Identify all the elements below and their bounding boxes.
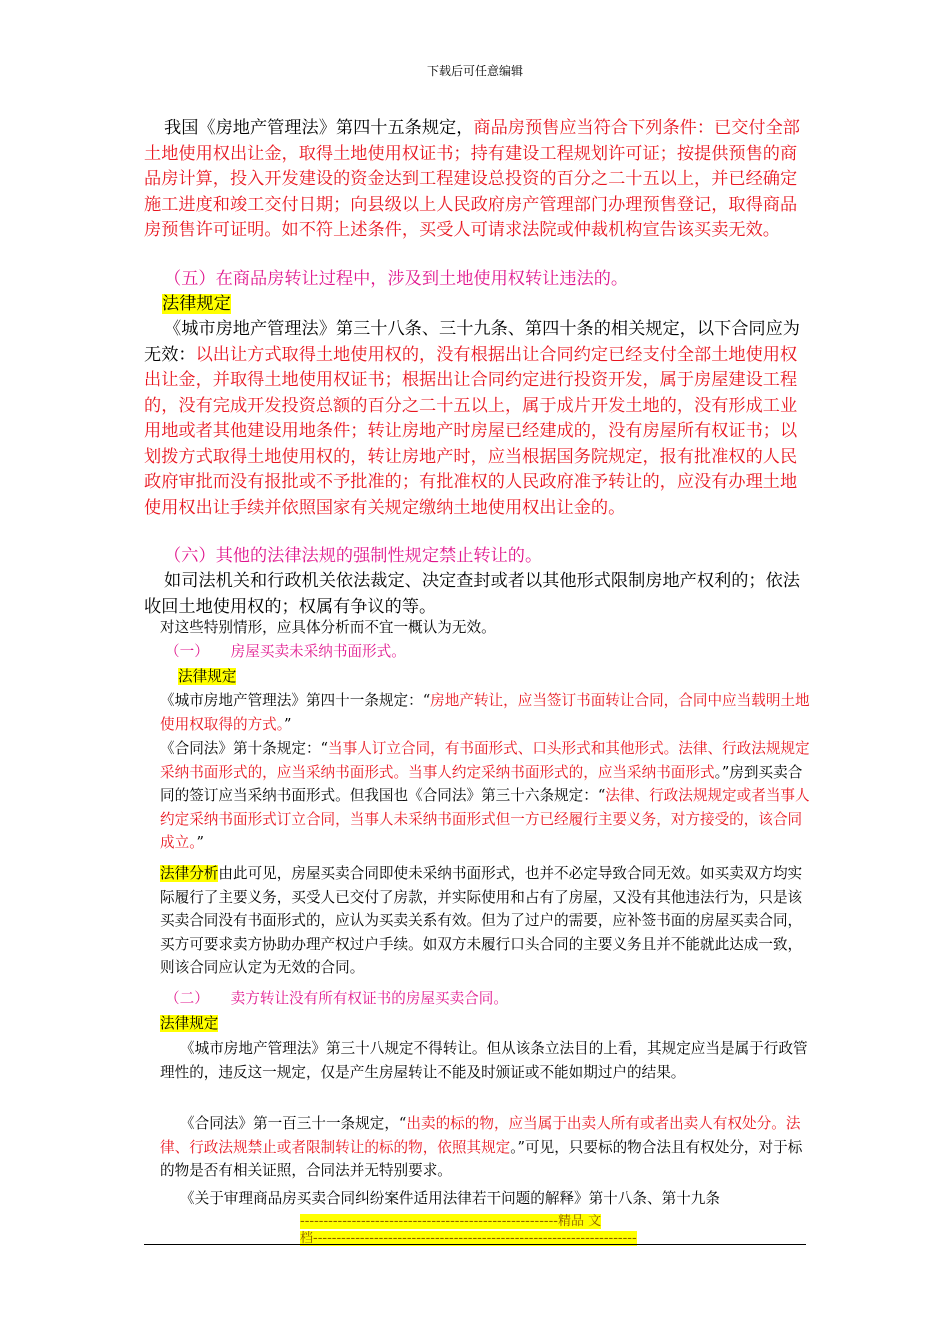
law-label-3: 法律规定 <box>160 1015 219 1032</box>
page-header: 下载后可任意编辑 <box>426 64 523 78</box>
paragraph-contract-law-131: 《合同法》第一百三十一条规定，“出卖的标的物，应当属于出卖人所有或者出卖人有权处分。法律、行政法规禁止或者限制转让的标的物，依照其规定。”可见，只要标的物合法且有权处分，对于标的物是否有相关证照，合同法并无特别要求。 <box>160 1115 803 1179</box>
paragraph-contract-law-10: 《合同法》第十条规定：“当事人订立合同，有书面形式、口头形式和其他形式。法律、行政法规规定采纳书面形式的，应当采纳书面形式。当事人约定采纳书面形式的，应当采纳书面形式。”房到买卖合同的签订应当采纳书面形式。但我国也《合同法》第三十六条规定：“法律、行政法规规定或者当事人约定采纳书面形式订立合同，当事人未采纳书面形式但一方已经履行主要义务，对方接受的，该合同成立。” <box>160 740 810 851</box>
land-transfer-conditions: 以出让方式取得土地使用权的，没有根据出让合同约定已经支付全部土地使用权出让金，并取得土地使用权证书；根据出让合同约定进行投资开发，属于房屋建设工程的，没有完成开发投资总额的百分之二十五以上，属于成片开发土地的，没有形成工业用地或者其他建设用地条件；转让房地产时房屋已经建成的，没有房屋所有权证书；以划拨方式取得土地使用权的，转让房地产时，应当根据国务院规定，报有批准权的人民政府审批而没有报批或不予批准的；有批准权的人民政府准予转让的，应没有办理土地使用权出让手续并依照国家有关规定缴纳土地使用权出让金的。 <box>144 344 798 518</box>
paragraph-special-cases: 对这些特别情形，应具体分析而不宜一概认为无效。 <box>160 619 496 636</box>
paragraph-article-41: 《城市房地产管理法》第四十一条规定：“房地产转让，应当签订书面转让合同，合同中应当载明土地使用权取得的方式。” <box>160 692 810 733</box>
paragraph-restrictions: 如司法机关和行政机关依法裁定、决定查封或者以其他形式限制房地产权利的；依法收回土地使用权的；权属有争议的等。 <box>144 571 800 617</box>
presale-conditions: 商品房预售应当符合下列条件：已交付全部土地使用权出让金，取得土地使用权证书；持有建设工程规划许可证；按提供预售的商品房计算，投入开发建设的资金达到工程建设总投资的百分之二十五以上，并已经确定施工进度和竣工交付日期；向县级以上人民政府房产管理部门办理预售登记，取得商品房预售许可证明。如不符上述条件，买受人可请求法院或仲裁机构宣告该买卖无效。 <box>144 118 800 240</box>
legal-analysis-label: 法律分析 <box>160 865 219 882</box>
law-label-1: 法律规定 <box>162 294 231 314</box>
footer-watermark: -------------------------------------------------------精品 文 档--------------------------------------------------------------------- <box>300 1214 637 1246</box>
law-label-2: 法律规定 <box>178 668 237 685</box>
paragraph-article-38: 《城市房地产管理法》第三十八规定不得转让。但从该条立法目的上看，其规定应当是属于行政管理性的，违反这一规定，仅是产生房屋转让不能及时颁证或不能如期过户的结果。 <box>160 1040 808 1081</box>
footer-divider <box>144 1244 806 1245</box>
paragraph-land-transfer <box>144 317 804 521</box>
presale-intro: 我国《房地产管理法》第四十五条规定， <box>164 118 474 138</box>
heading-five: （五）在商品房转让过程中，涉及到土地使用权转让违法的。 <box>164 269 629 289</box>
paragraph-presale <box>144 116 804 244</box>
subheading-two: （二） 卖方转让没有所有权证书的房屋买卖合同。 <box>165 990 508 1007</box>
paragraph-interpretation: 《关于审理商品房买卖合同纠纷案件适用法律若干问题的解释》第十八条、第十九条 <box>180 1190 720 1207</box>
land-transfer-intro: 《城市房地产管理法》第三十八条、三十九条、第四十条的相关规定，以下合同应为无效： <box>144 319 800 365</box>
paragraph-legal-analysis: 法律分析由此可见，房屋买卖合同即使未采纳书面形式，也并不必定导致合同无效。如买卖双方均实际履行了主要义务，买受人已交付了房款，并实际使用和占有了房屋，又没有其他违法行为，只是该买卖合同没有书面形式的，应认为买卖关系有效。但为了过户的需要，应补签书面的房屋买卖合同，买方可要求卖方协助办理产权过户手续。如双方未履行口头合同的主要义务且并不能就此达成一致，则该合同应认定为无效的合同。 <box>160 865 803 976</box>
heading-six: （六）其他的法律法规的强制性规定禁止转让的。 <box>164 546 543 566</box>
subheading-one: （一） 房屋买卖未采纳书面形式。 <box>165 643 406 660</box>
